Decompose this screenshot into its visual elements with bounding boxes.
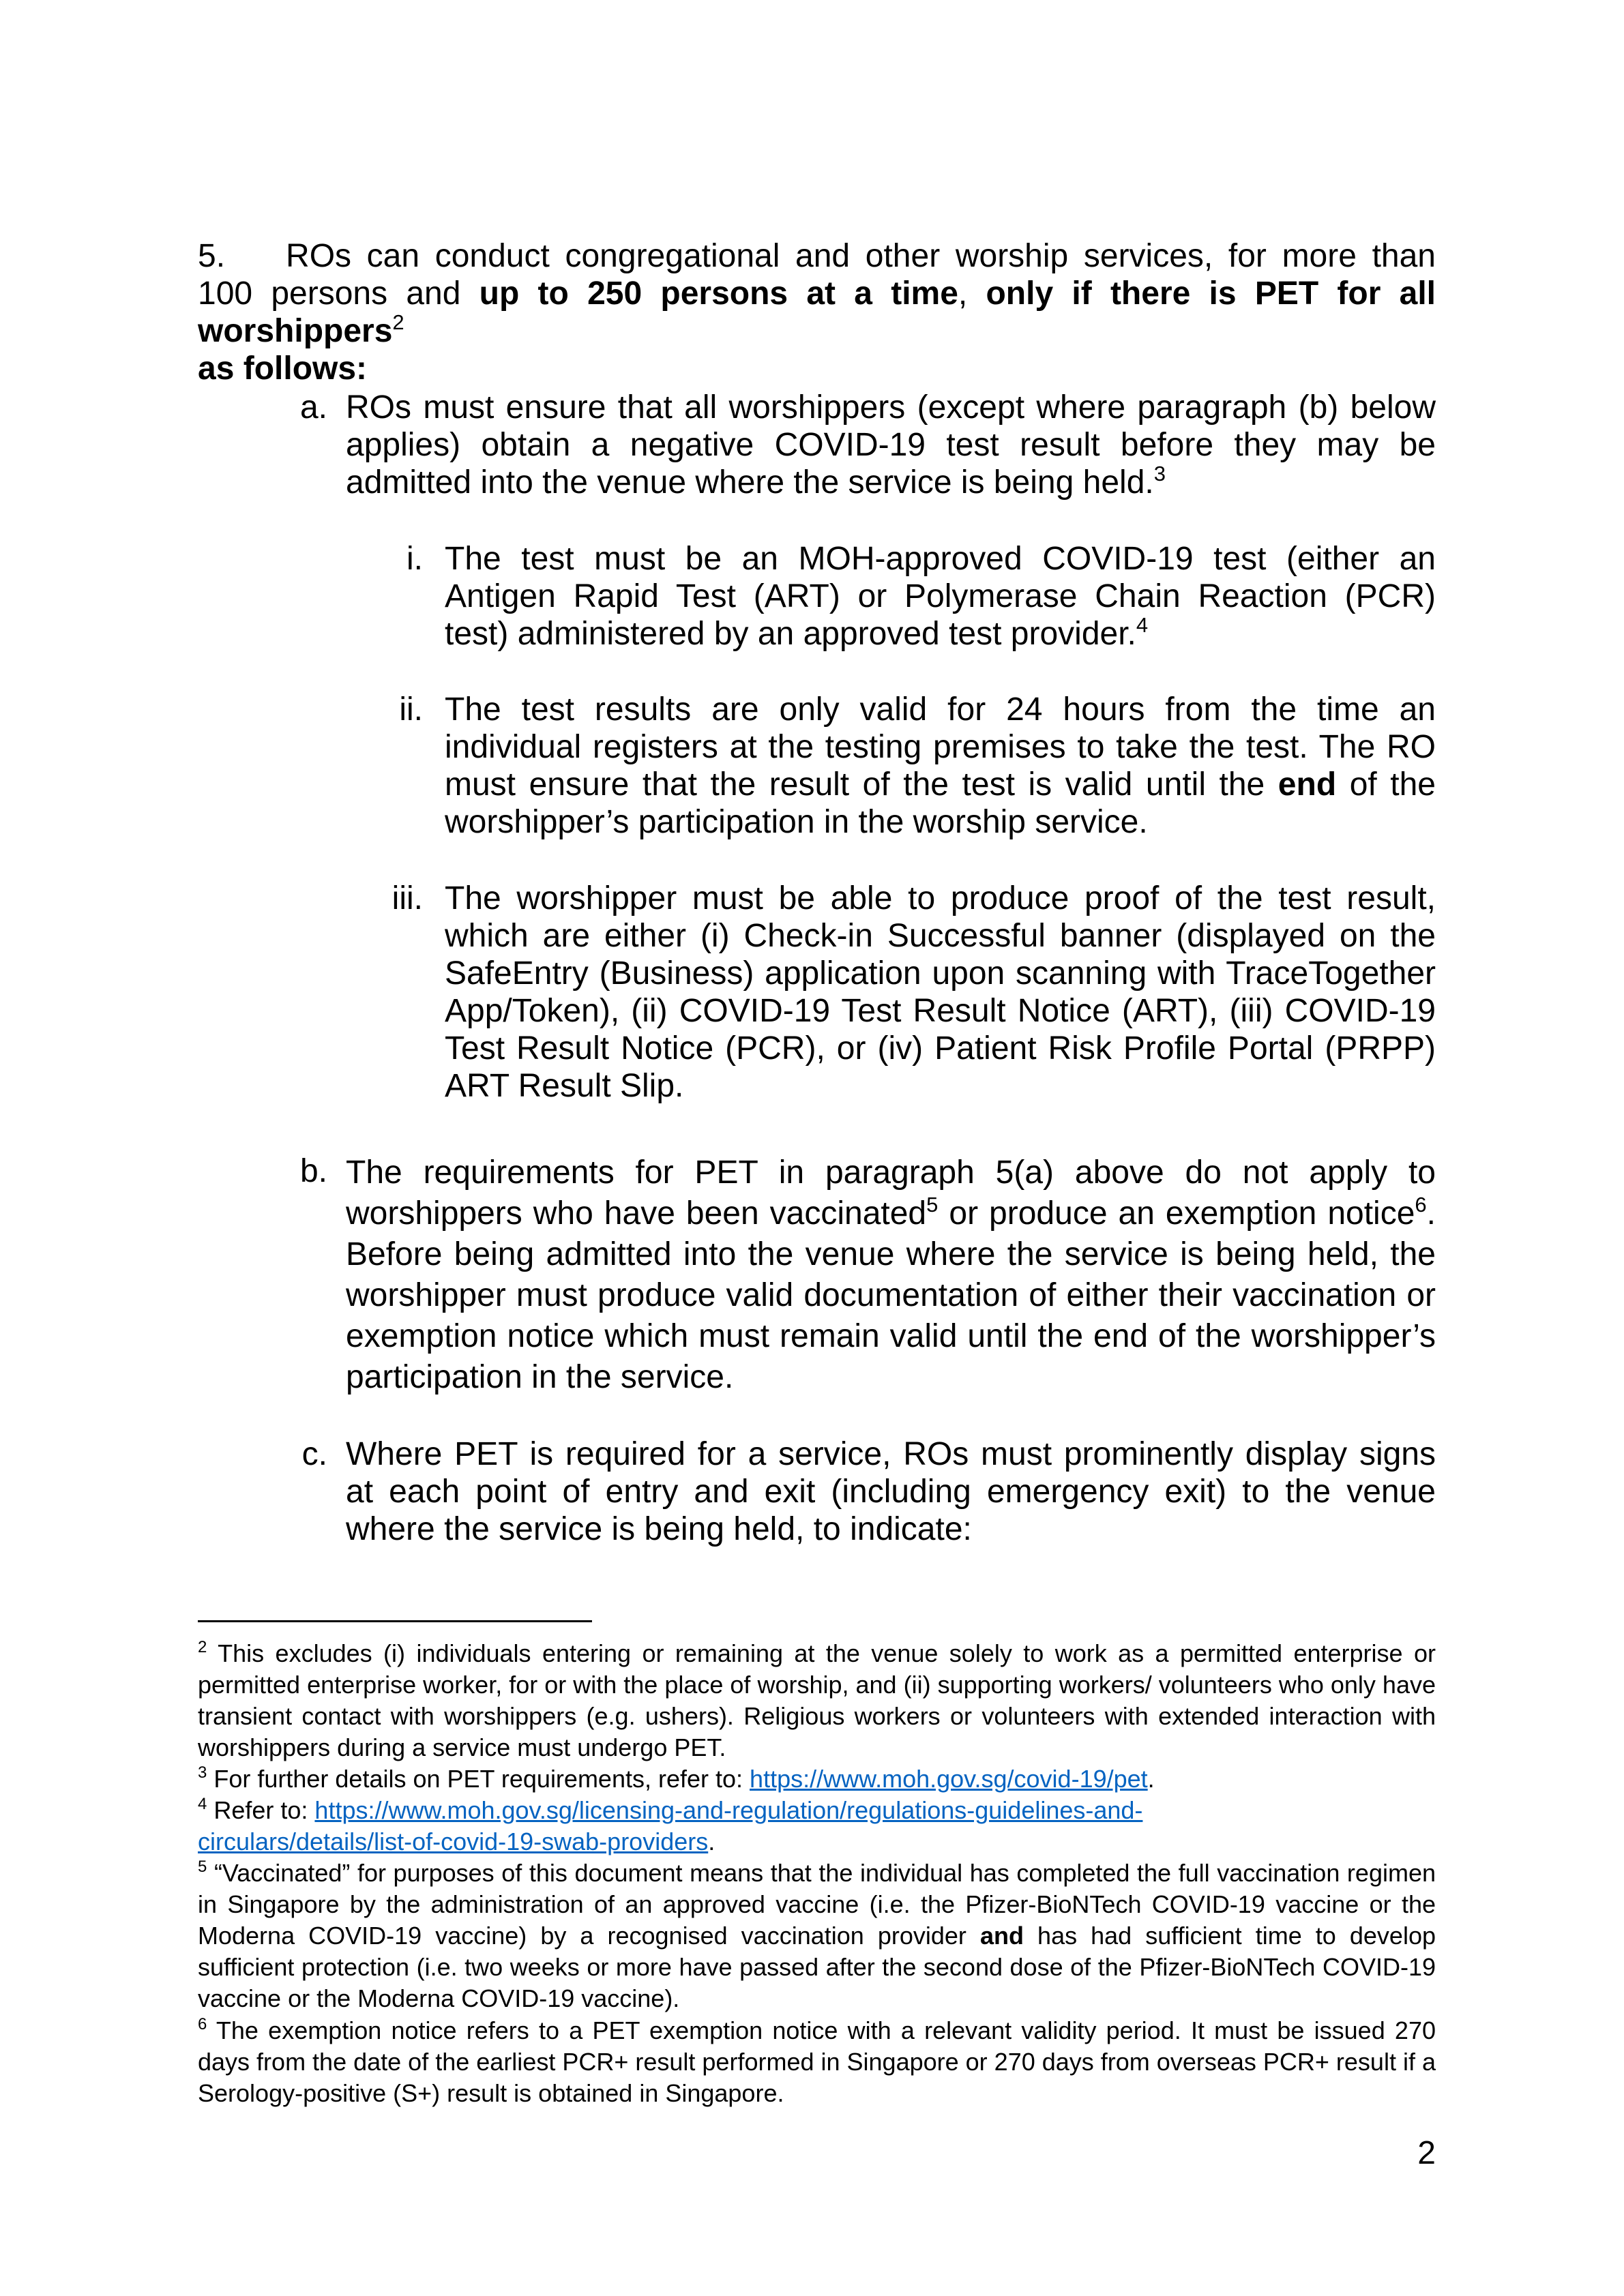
footnote-5-text-2: has had sufficient time to develop sufficient protection (i.e. two weeks or more have passed after the second dose of the Pfizer-BioNTech COVID-19 vaccine or the Moderna COVID-19 vaccine). xyxy=(198,1922,1436,2012)
item-b-body-2: or produce an exemption notice xyxy=(938,1195,1415,1232)
footnote-4-number: 4 xyxy=(198,1795,207,1813)
item-b-body-3: . Before being admitted into the venue where the service is being held, the worshipper must produce valid documentation of either their vaccination or exemption notice which must remain valid until the end of the worshipper’s participation in the service. xyxy=(346,1195,1436,1395)
footnote-ref-6: 6 xyxy=(1415,1193,1427,1217)
footnote-4-link-part-2[interactable]: circulars/details/list-of-covid-19-swab-providers xyxy=(198,1828,709,1855)
item-i-body: The test must be an MOH-approved COVID-19 test (either an Antigen Rapid Test (ART) or Polymerase Chain Reaction (PCR) test) administered by an approved test provider. xyxy=(445,541,1436,652)
paragraph-5-bold-pet: only if there is PET for all worshippers xyxy=(198,275,1436,349)
item-ii-bold-end: end xyxy=(1278,766,1337,803)
footnote-5 xyxy=(198,1858,1436,2014)
paragraph-5-comma: , xyxy=(958,275,986,312)
item-ii-marker: ii. xyxy=(399,691,423,728)
paragraph-5-text: ROs can conduct congregational and other worship services, for more than 100 persons and xyxy=(198,238,1436,312)
item-b-body: The requirements for PET in paragraph 5(a) above do not apply to worshippers who have been vaccinated xyxy=(346,1154,1436,1232)
footnote-separator xyxy=(198,1620,592,1622)
footnote-4 xyxy=(198,1795,1436,1858)
item-ii-text xyxy=(445,691,1436,841)
footnote-6-number: 6 xyxy=(198,2015,207,2033)
footnote-ref-3: 3 xyxy=(1153,462,1166,486)
item-ii-body-end: of the worshipper’s participation in the worship service. xyxy=(445,766,1436,840)
footnote-4-period: . xyxy=(708,1828,715,1855)
item-a-marker: a. xyxy=(299,389,327,426)
footnote-4-text: Refer to: xyxy=(207,1796,315,1824)
footnote-5-bold-and: and xyxy=(979,1922,1024,1950)
item-c-text xyxy=(346,1435,1436,1548)
paragraph-5 xyxy=(198,237,1436,387)
footnote-3-number: 3 xyxy=(198,1763,207,1782)
item-c-body: Where PET is required for a service, ROs must prominently display signs at each point of entry and exit (including emergency exit) to the venue where the service is being held, to indicate: xyxy=(346,1436,1436,1547)
footnote-5-number: 5 xyxy=(198,1858,207,1876)
item-iii-marker: iii. xyxy=(392,880,423,916)
item-b-marker: b. xyxy=(299,1153,327,1189)
item-ii-body: The test results are only valid for 24 hours from the time an individual registers at the testing premises to take the test. The RO must ensure that the result of the test is valid until the xyxy=(445,691,1436,803)
footnote-3 xyxy=(198,1763,1436,1795)
paragraph-5-number: 5. xyxy=(198,238,226,274)
paragraph-5-bold-follows: as follows: xyxy=(198,351,368,387)
item-a-body: ROs must ensure that all worshippers (except where paragraph (b) below applies) obtain a negative COVID-19 test result before they may be admitted into the venue where the service is being held. xyxy=(346,389,1436,501)
footnote-3-period: . xyxy=(1147,1765,1155,1793)
footnote-4-link-part-1[interactable]: https://www.moh.gov.sg/licensing-and-regulation/regulations-guidelines-and- xyxy=(314,1796,1143,1824)
item-iii-text xyxy=(445,880,1436,1105)
footnote-2-text: This excludes (i) individuals entering or remaining at the venue solely to work as a permitted enterprise or permitted enterprise worker, for or with the place of worship, and (ii) supporting workers/ volunteers who only have transient contact with worshippers (e.g. ushers). Religious workers or volunteers with extended interaction with worshippers during a service must undergo PET. xyxy=(198,1639,1436,1761)
paragraph-5-bold-capacity: up to 250 persons at a time xyxy=(479,275,958,312)
footnote-3-text: For further details on PET requirements, refer to: xyxy=(207,1765,750,1793)
footnote-2-number: 2 xyxy=(198,1638,207,1656)
footnote-ref-4: 4 xyxy=(1136,613,1149,637)
page-number: 2 xyxy=(1417,2135,1436,2171)
footnote-ref-2: 2 xyxy=(392,310,404,334)
item-i-text xyxy=(445,540,1436,653)
footnote-ref-5: 5 xyxy=(926,1193,939,1217)
footnote-6 xyxy=(198,2015,1436,2109)
item-i-marker: i. xyxy=(407,541,423,577)
item-a-text xyxy=(346,389,1436,501)
footnote-3-link[interactable]: https://www.moh.gov.sg/covid-19/pet xyxy=(750,1765,1148,1793)
footnote-2 xyxy=(198,1638,1436,1763)
footnote-6-text: The exemption notice refers to a PET exemption notice with a relevant validity period. It must be issued 270 days from the date of the earliest PCR+ result performed in Singapore or 270 days from overseas PCR+ result if a Serology-positive (S+) result is obtained in Singapore. xyxy=(198,2016,1436,2107)
item-b-text xyxy=(346,1152,1436,1398)
item-c-marker: c. xyxy=(301,1436,327,1472)
item-iii-body: The worshipper must be able to produce proof of the test result, which are either (i) Check-in Successful banner (displayed on the SafeEntry (Business) application upon scanning with TraceTogether App/Token), (ii) COVID-19 Test Result Notice (ART), (iii) COVID-19 Test Result Notice (PCR), or (iv) Patient Risk Profile Portal (PRPP) ART Result Slip. xyxy=(445,880,1436,1104)
footnote-5-text: “Vaccinated” for purposes of this document means that the individual has completed the full vaccination regimen in Singapore by the administration of an approved vaccine (i.e. the Pfizer-BioNTech COVID-19 vaccine or the Moderna COVID-19 vaccine) by a recognised vaccination provider xyxy=(198,1859,1436,1950)
